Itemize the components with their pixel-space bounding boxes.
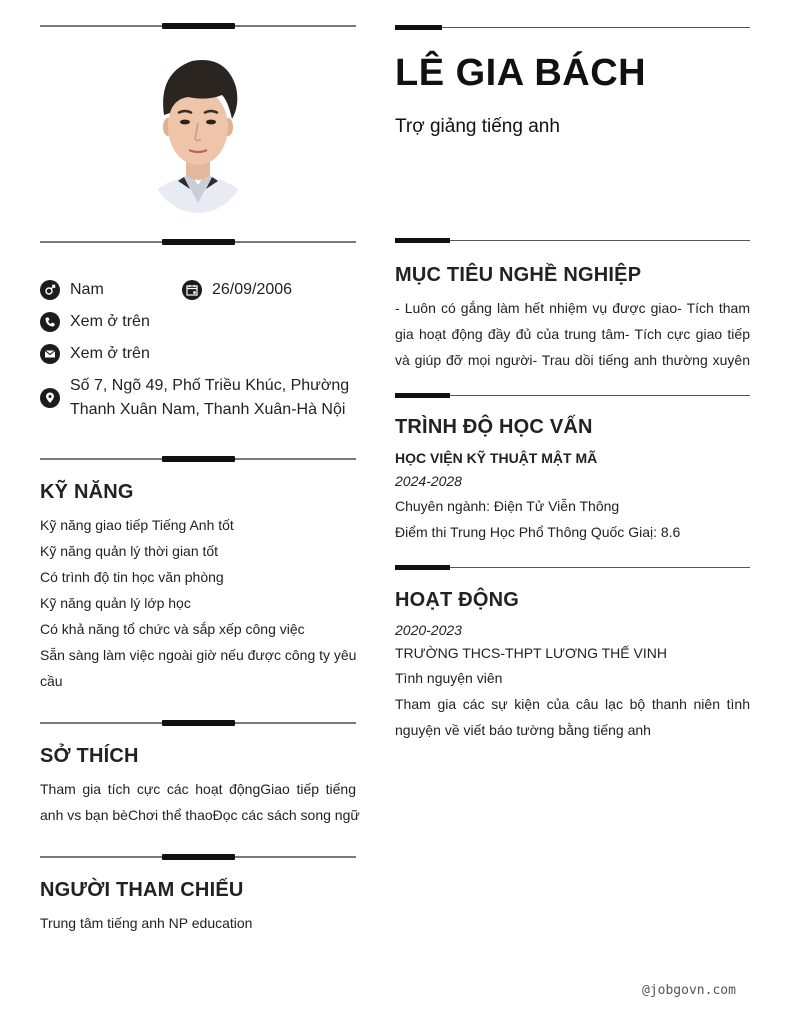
location-pin-icon	[40, 388, 60, 408]
activity-period: 2020-2023	[395, 622, 462, 638]
left-divider-hobbies	[40, 720, 356, 726]
skills-list	[40, 512, 356, 694]
calendar-icon	[182, 280, 202, 300]
birthday-value: 26/09/2006	[212, 281, 293, 298]
references-title: NGƯỜI THAM CHIẾU	[40, 879, 244, 901]
address-line-2: Thanh Xuân Nam, Thanh Xuân-Hà Nội	[70, 401, 346, 418]
objective-line-2: gia hoạt động đầy đủ của trung tâm- Tích cực giao tiếp	[395, 326, 750, 342]
gender-icon	[40, 280, 60, 300]
education-title: TRÌNH ĐỘ HỌC VẤN	[395, 416, 593, 438]
address-row	[40, 374, 349, 422]
objective-line-3: và giúp đỡ mọi người- Trau dồi tiếng anh thường xuyên	[395, 352, 750, 368]
education-school: HỌC VIỆN KỸ THUẬT MẬT MÃ	[395, 450, 598, 466]
right-divider-objective	[395, 238, 750, 243]
candidate-role: Trợ giảng tiếng anh	[395, 116, 560, 137]
gender-row	[40, 278, 104, 302]
phone-value: Xem ở trên	[70, 313, 150, 330]
top-right-divider	[395, 25, 750, 30]
skills-title: KỸ NĂNG	[40, 481, 134, 503]
activity-line-1: Tham gia các sự kiện của câu lạc bộ thanh niên tình	[395, 696, 750, 712]
activity-organization: TRƯỜNG THCS-THPT LƯƠNG THẾ VINH	[395, 645, 667, 661]
hobbies-line-2: anh vs bạn bèChơi thể thaoĐọc các sách song ngữ	[40, 807, 360, 823]
skill-item: Kỹ năng giao tiếp Tiếng Anh tốt	[40, 517, 234, 533]
activity-line-2: nguyện về viết báo tường bằng tiếng anh	[395, 722, 651, 738]
address-value	[70, 374, 349, 422]
objective-line-1: - Luôn có gắng làm hết nhiệm vụ được giao- Tích tham	[395, 300, 750, 316]
education-major: Chuyên ngành: Điện Tử Viễn Thông	[395, 498, 620, 514]
email-icon	[40, 344, 60, 364]
objective-text	[395, 295, 750, 373]
activity-position: Tình nguyện viên	[395, 670, 503, 686]
objective-title: MỤC TIÊU NGHỀ NGHIỆP	[395, 264, 642, 286]
candidate-name: LÊ GIA BÁCH	[395, 52, 647, 94]
right-divider-education	[395, 393, 750, 398]
left-divider-contact	[40, 239, 356, 245]
email-value: Xem ở trên	[70, 345, 150, 362]
education-block	[395, 447, 750, 545]
hobbies-text	[40, 776, 360, 828]
phone-row	[40, 310, 150, 334]
hobbies-line-1: Tham gia tích cực các hoạt độngGiao tiếp tiếng	[40, 781, 356, 797]
email-row	[40, 342, 150, 366]
top-left-divider	[40, 23, 356, 29]
skill-item: Kỹ năng quản lý lớp học	[40, 595, 191, 611]
skill-item: Có trình độ tin học văn phòng	[40, 569, 224, 585]
skill-item: Kỹ năng quản lý thời gian tốt	[40, 543, 219, 559]
left-divider-skills	[40, 456, 356, 462]
left-divider-references	[40, 854, 356, 860]
activities-block	[395, 619, 750, 743]
right-divider-activities	[395, 565, 750, 570]
education-score: Điểm thi Trung Học Phổ Thông Quốc Giaị: 8.6	[395, 524, 681, 540]
watermark: @jobgovn.com	[642, 983, 736, 998]
gender-value: Nam	[70, 281, 104, 298]
skill-item: Sẵn sàng làm việc ngoài giờ nếu được công ty yêu	[40, 647, 357, 663]
address-line-1: Số 7, Ngõ 49, Phố Triều Khúc, Phường	[70, 377, 350, 394]
activities-title: HOẠT ĐỘNG	[395, 589, 520, 611]
skill-item: Có khả năng tổ chức và sắp xếp công việc	[40, 621, 305, 637]
hobbies-title: SỞ THÍCH	[40, 745, 139, 767]
education-period: 2024-2028	[395, 473, 462, 489]
profile-photo	[148, 53, 248, 213]
skill-item: cầu	[40, 673, 63, 689]
references-text: Trung tâm tiếng anh NP education	[40, 915, 253, 931]
phone-icon	[40, 312, 60, 332]
birthday-row	[182, 278, 292, 302]
